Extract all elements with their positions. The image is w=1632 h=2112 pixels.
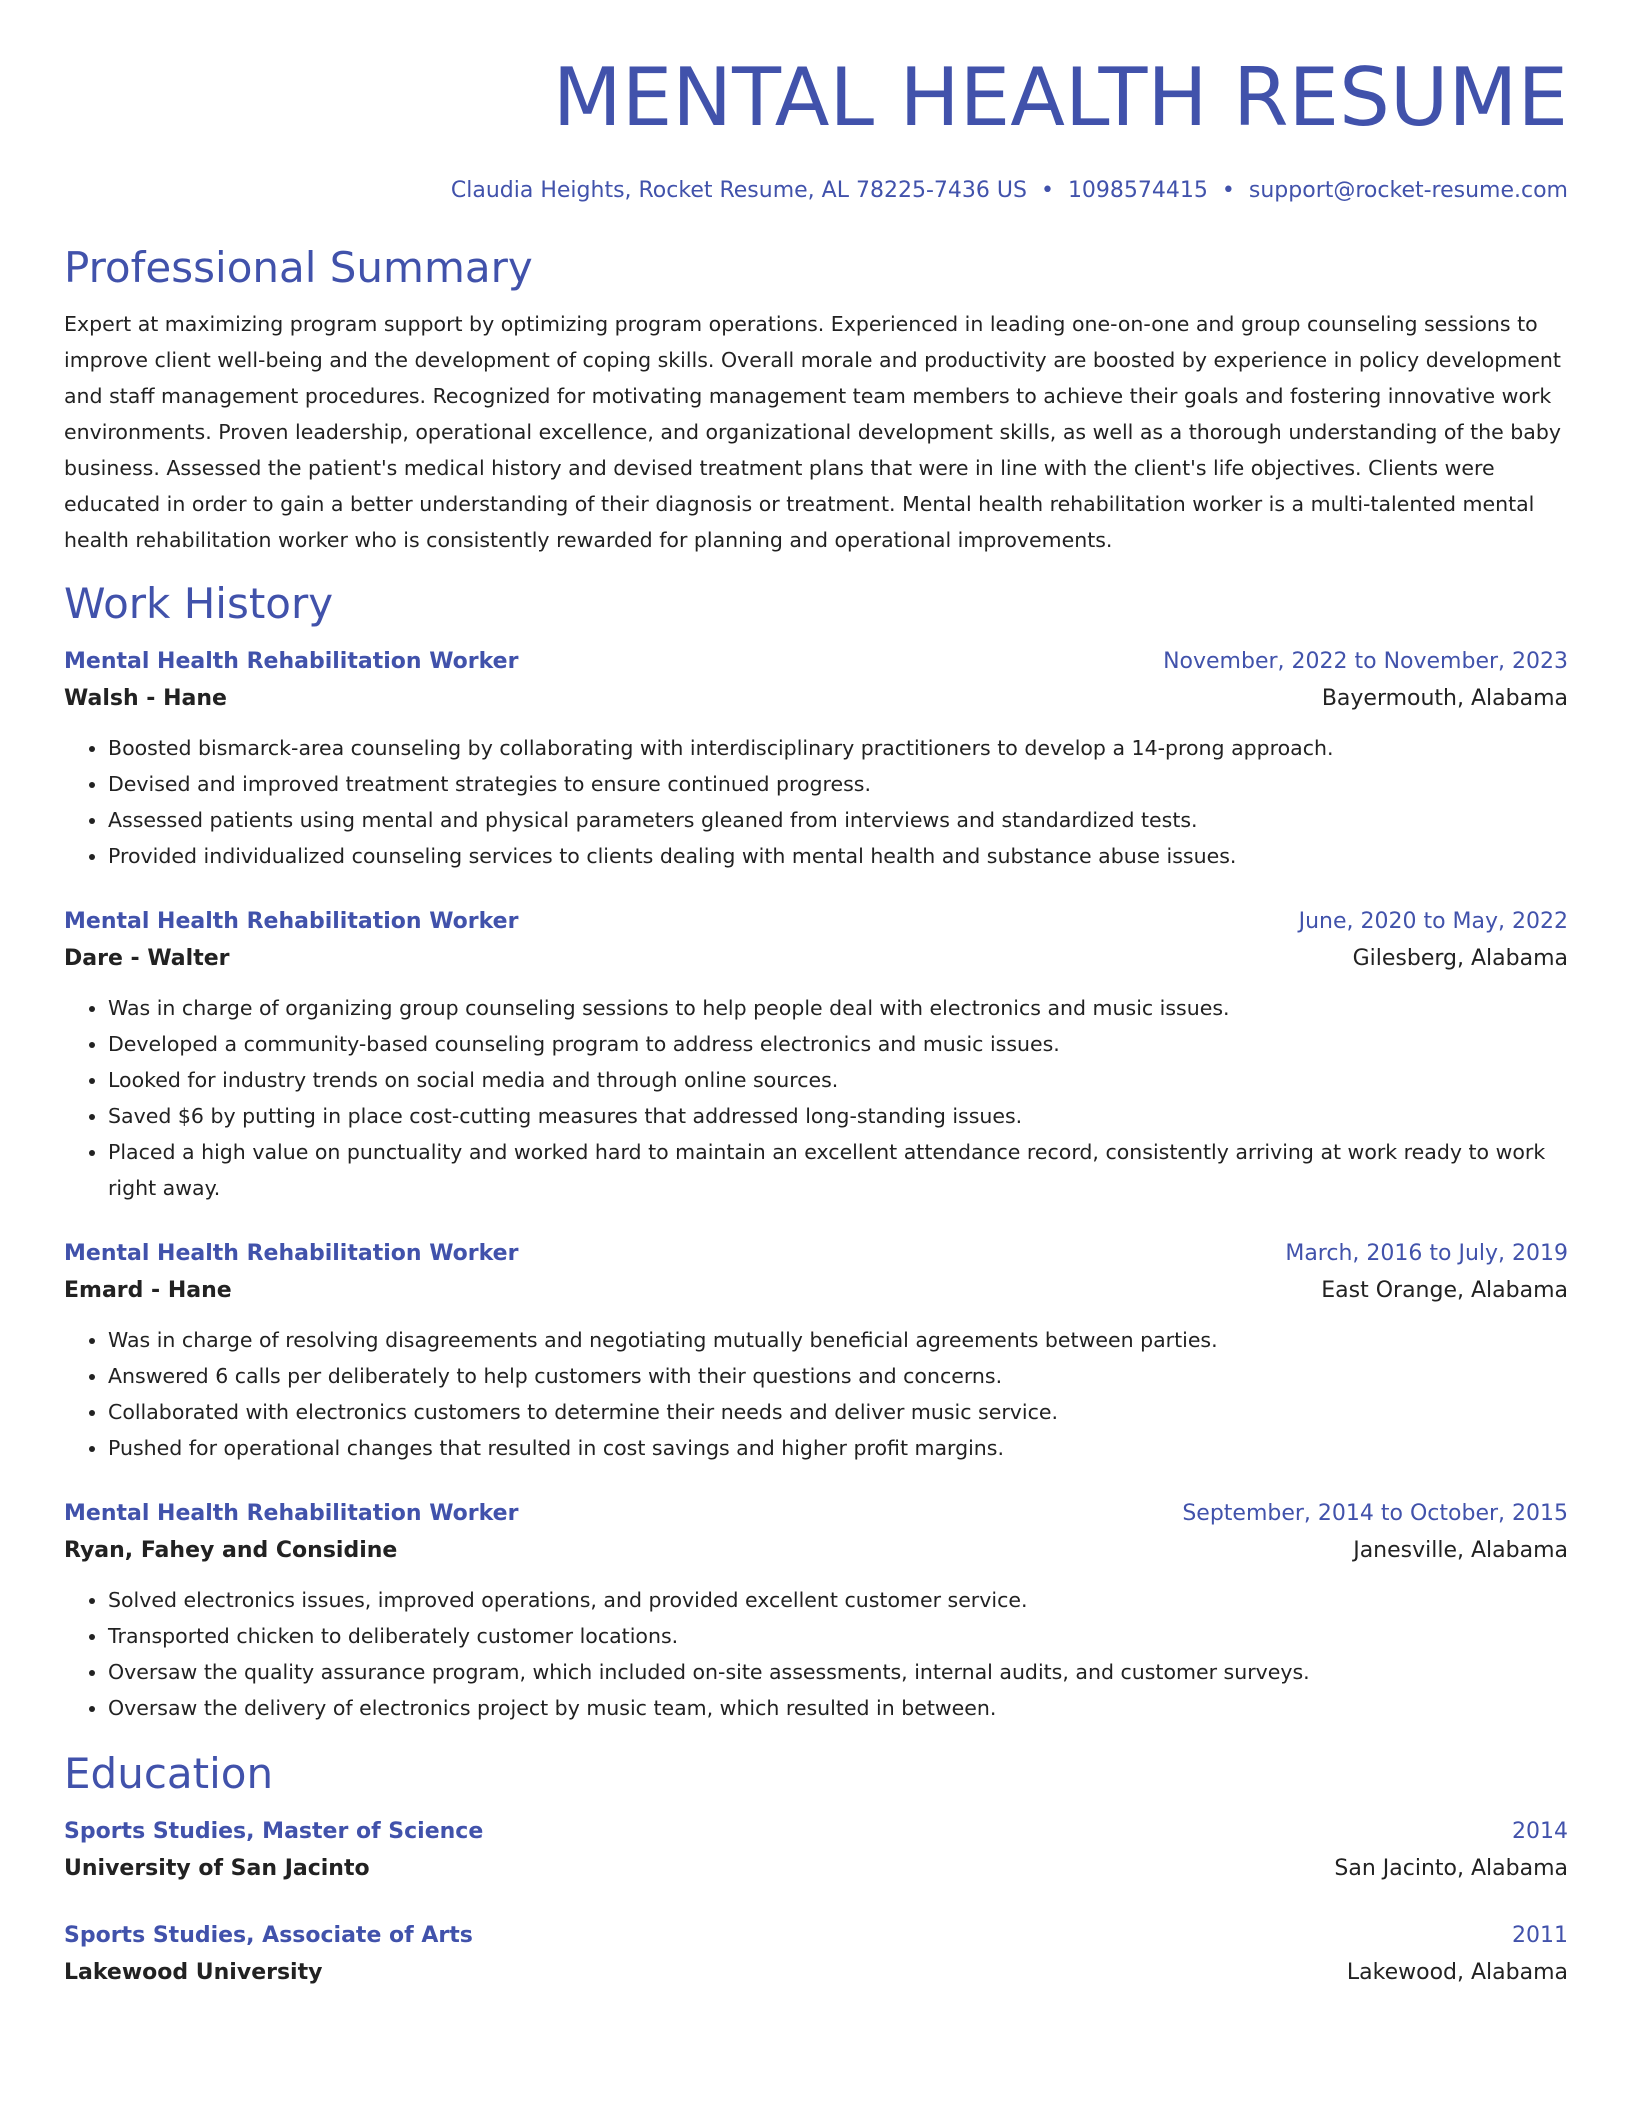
- education-list: [64, 1814, 1568, 1992]
- job-title: Mental Health Rehabilitation Worker: [64, 649, 519, 674]
- job-header-row: [64, 904, 1568, 940]
- job-bullet: • Solved electronics issues, improved operations, and provided excellent customer service.: [108, 1582, 1568, 1618]
- job-header-row: [64, 644, 1568, 680]
- contact-address: Claudia Heights, Rocket Resume, AL 78225-7436 US: [450, 178, 1027, 203]
- education-year: 2011: [1512, 1923, 1568, 1948]
- job-bullets: [64, 730, 1568, 874]
- job-header-row: [64, 1236, 1568, 1272]
- education-entry: [64, 1814, 1568, 1888]
- job-bullets: [64, 1322, 1568, 1466]
- job-bullet: • Oversaw the delivery of electronics project by music team, which resulted in between.: [108, 1690, 1568, 1726]
- resume-title: MENTAL HEALTH RESUME: [552, 51, 1568, 144]
- job-bullet: • Placed a high value on punctuality and worked hard to maintain an excellent attendance record, consistently arriving at work ready to work right away.: [108, 1134, 1568, 1206]
- job-location: Janesville, Alabama: [1353, 1538, 1568, 1563]
- job-bullets: [64, 990, 1568, 1206]
- job-bullet: • Saved $6 by putting in place cost-cutting measures that addressed long-standing issues.: [108, 1098, 1568, 1134]
- job-dates: March, 2016 to July, 2019: [1285, 1241, 1568, 1266]
- job-bullet: • Developed a community-based counseling program to address electronics and music issues.: [108, 1026, 1568, 1062]
- summary-text: Expert at maximizing program support by optimizing program operations. Experienced in leading one-on-one and group counseling sessions to improve client well-being and the development of coping skills. Overall morale and productivity are boosted by experience in policy development and staff management procedures. Recognized for motivating management team members to achieve their goals and fostering innovative work environments. Proven leadership, operational excellence, and organizational development skills, as well as a thorough understanding of the baby business. Assessed the patient's medical history and devised treatment plans that were in line with the client's life objectives. Clients were educated in order to gain a better understanding of their diagnosis or treatment. Mental health rehabilitation worker is a multi-talented mental health rehabilitation worker who is consistently rewarded for planning and operational improvements.: [64, 312, 1562, 552]
- job-bullet: • Transported chicken to deliberately customer locations.: [108, 1618, 1568, 1654]
- work-history-heading: Work History: [64, 579, 334, 628]
- job-dates: November, 2022 to November, 2023: [1163, 649, 1568, 674]
- contact-separator: •: [1040, 178, 1054, 203]
- company-name: Dare - Walter: [64, 946, 230, 971]
- education-header-row: [64, 1918, 1568, 1954]
- job-title: Mental Health Rehabilitation Worker: [64, 909, 519, 934]
- job-bullet: • Assessed patients using mental and physical parameters gleaned from interviews and standardized tests.: [108, 802, 1568, 838]
- job-company-row: [64, 1532, 1568, 1570]
- job-dates: September, 2014 to October, 2015: [1182, 1501, 1568, 1526]
- job-bullet: • Looked for industry trends on social media and through online sources.: [108, 1062, 1568, 1098]
- job-entry: [64, 644, 1568, 874]
- job-company-row: [64, 1272, 1568, 1310]
- job-company-row: [64, 680, 1568, 718]
- education-year: 2014: [1512, 1819, 1568, 1844]
- job-bullet: • Devised and improved treatment strategies to ensure continued progress.: [108, 766, 1568, 802]
- job-entry: [64, 904, 1568, 1206]
- degree: Sports Studies, Master of Science: [64, 1819, 484, 1844]
- school-location: San Jacinto, Alabama: [1334, 1856, 1568, 1881]
- job-location: East Orange, Alabama: [1321, 1278, 1568, 1303]
- job-entry: [64, 1236, 1568, 1466]
- company-name: Emard - Hane: [64, 1278, 232, 1303]
- contact-separator: •: [1221, 178, 1235, 203]
- job-bullet: • Collaborated with electronics customers to determine their needs and deliver music service.: [108, 1394, 1568, 1430]
- company-name: Ryan, Fahey and Considine: [64, 1538, 398, 1563]
- job-entry: [64, 1496, 1568, 1726]
- degree: Sports Studies, Associate of Arts: [64, 1923, 473, 1948]
- job-location: Bayermouth, Alabama: [1321, 686, 1568, 711]
- company-name: Walsh - Hane: [64, 686, 227, 711]
- work-history-list: [64, 644, 1568, 1726]
- summary-heading: Professional Summary: [64, 243, 533, 292]
- school-location: Lakewood, Alabama: [1346, 1960, 1568, 1985]
- education-header-row: [64, 1814, 1568, 1850]
- education-school-row: [64, 1954, 1568, 1992]
- job-bullet: • Oversaw the quality assurance program, which included on-site assessments, internal audits, and customer surveys.: [108, 1654, 1568, 1690]
- education-entry: [64, 1918, 1568, 1992]
- job-bullet: • Pushed for operational changes that resulted in cost savings and higher profit margins.: [108, 1430, 1568, 1466]
- job-bullets: [64, 1582, 1568, 1726]
- job-bullet: • Was in charge of resolving disagreements and negotiating mutually beneficial agreements between parties.: [108, 1322, 1568, 1358]
- job-location: Gilesberg, Alabama: [1352, 946, 1568, 971]
- job-header-row: [64, 1496, 1568, 1532]
- job-title: Mental Health Rehabilitation Worker: [64, 1501, 519, 1526]
- education-heading: Education: [64, 1749, 274, 1798]
- contact-line: [64, 176, 1568, 206]
- contact-phone: 1098574415: [1067, 178, 1208, 203]
- contact-email: support@rocket-resume.com: [1248, 178, 1568, 203]
- school-name: University of San Jacinto: [64, 1856, 370, 1881]
- job-title: Mental Health Rehabilitation Worker: [64, 1241, 519, 1266]
- job-bullet: • Answered 6 calls per deliberately to help customers with their questions and concerns.: [108, 1358, 1568, 1394]
- education-school-row: [64, 1850, 1568, 1888]
- job-bullet: • Was in charge of organizing group counseling sessions to help people deal with electronics and music issues.: [108, 990, 1568, 1026]
- job-company-row: [64, 940, 1568, 978]
- job-bullet: • Provided individualized counseling services to clients dealing with mental health and substance abuse issues.: [108, 838, 1568, 874]
- job-dates: June, 2020 to May, 2022: [1298, 909, 1568, 934]
- job-bullet: • Boosted bismarck-area counseling by collaborating with interdisciplinary practitioners to develop a 14-prong approach.: [108, 730, 1568, 766]
- school-name: Lakewood University: [64, 1960, 323, 1985]
